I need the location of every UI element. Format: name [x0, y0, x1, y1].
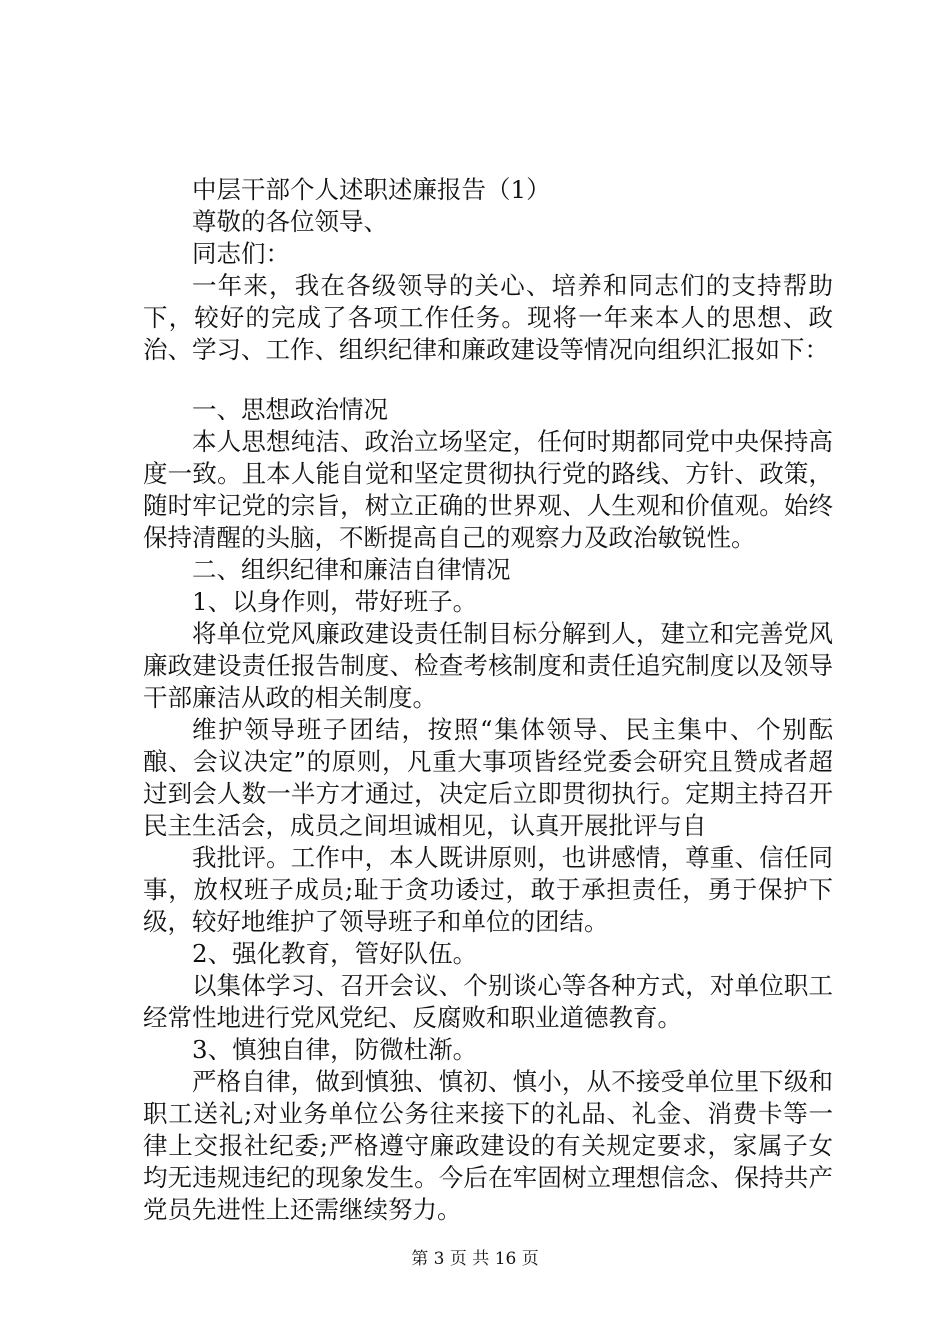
subsection-1-paragraph-3: 我批评。工作中，本人既讲原则，也讲感情，尊重、信任同事，放权班子成员;耻于贪功诿过，敢于承担责任，勇于保护下级，较好地维护了领导班子和单位的团结。: [143, 843, 833, 936]
paragraph-gap: [143, 366, 833, 394]
subsection-2-heading: 2、强化教育，管好队伍。: [192, 939, 478, 968]
document-title: 中层干部个人述职述廉报告（1）: [192, 175, 551, 204]
intro-paragraph: 一年来，我在各级领导的关心、培养和同志们的支持帮助下，较好的完成了各项工作任务。现将一年来本人的思想、政治、学习、工作、组织纪律和廉政建设等情况向组织汇报如下：: [143, 271, 833, 364]
subsection-1-heading: 1、以身作则，带好班子。: [192, 587, 478, 616]
section-1-paragraph: 本人思想纯洁、政治立场坚定，任何时期都同党中央保持高度一致。且本人能自觉和坚定贯彻执行党的路线、方针、政策，随时牢记党的宗旨，树立正确的世界观、人生观和价值观。始终保持清醒的头脑，不断提高自己的观察力及政治敏锐性。: [143, 427, 833, 552]
subsection-3-paragraph: 严格自律，做到慎独、慎初、慎小，从不接受单位里下级和职工送礼;对业务单位公务往来接下的礼品、礼金、消费卡等一律上交报社纪委;严格遵守廉政建设的有关规定要求，家属子女均无违规违纪的现象发生。今后在牢固树立理想信念、保持共产党员先进性上还需继续努力。: [143, 1067, 833, 1224]
document-body: [143, 174, 833, 1226]
section-2-heading: 二、组织纪律和廉洁自律情况: [192, 555, 511, 584]
subsection-1-paragraph-1: 将单位党风廉政建设责任制目标分解到人，建立和完善党风廉政建设责任报告制度、检查考核制度和责任追究制度以及领导干部廉洁从政的相关制度。: [143, 619, 833, 712]
salutation-line-2: 同志们：: [192, 239, 290, 268]
subsection-3-heading: 3、慎独自律，防微杜渐。: [192, 1035, 478, 1064]
subsection-1-paragraph-2: 维护领导班子团结，按照“集体领导、民主集中、个别酝酿、会议决定”的原则，凡重大事项皆经党委会研究且赞成者超过到会人数一半方才通过，决定后立即贯彻执行。定期主持召开民主生活会，成员之间坦诚相见，认真开展批评与自: [143, 715, 833, 840]
subsection-2-paragraph: 以集体学习、召开会议、个别谈心等各种方式，对单位职工经常性地进行党风党纪、反腐败和职业道德教育。: [143, 971, 833, 1032]
salutation-line-1: 尊敬的各位领导、: [192, 207, 388, 236]
page-footer: 第 3 页 共 16 页: [411, 1249, 539, 1269]
section-1-heading: 一、思想政治情况: [192, 395, 388, 424]
